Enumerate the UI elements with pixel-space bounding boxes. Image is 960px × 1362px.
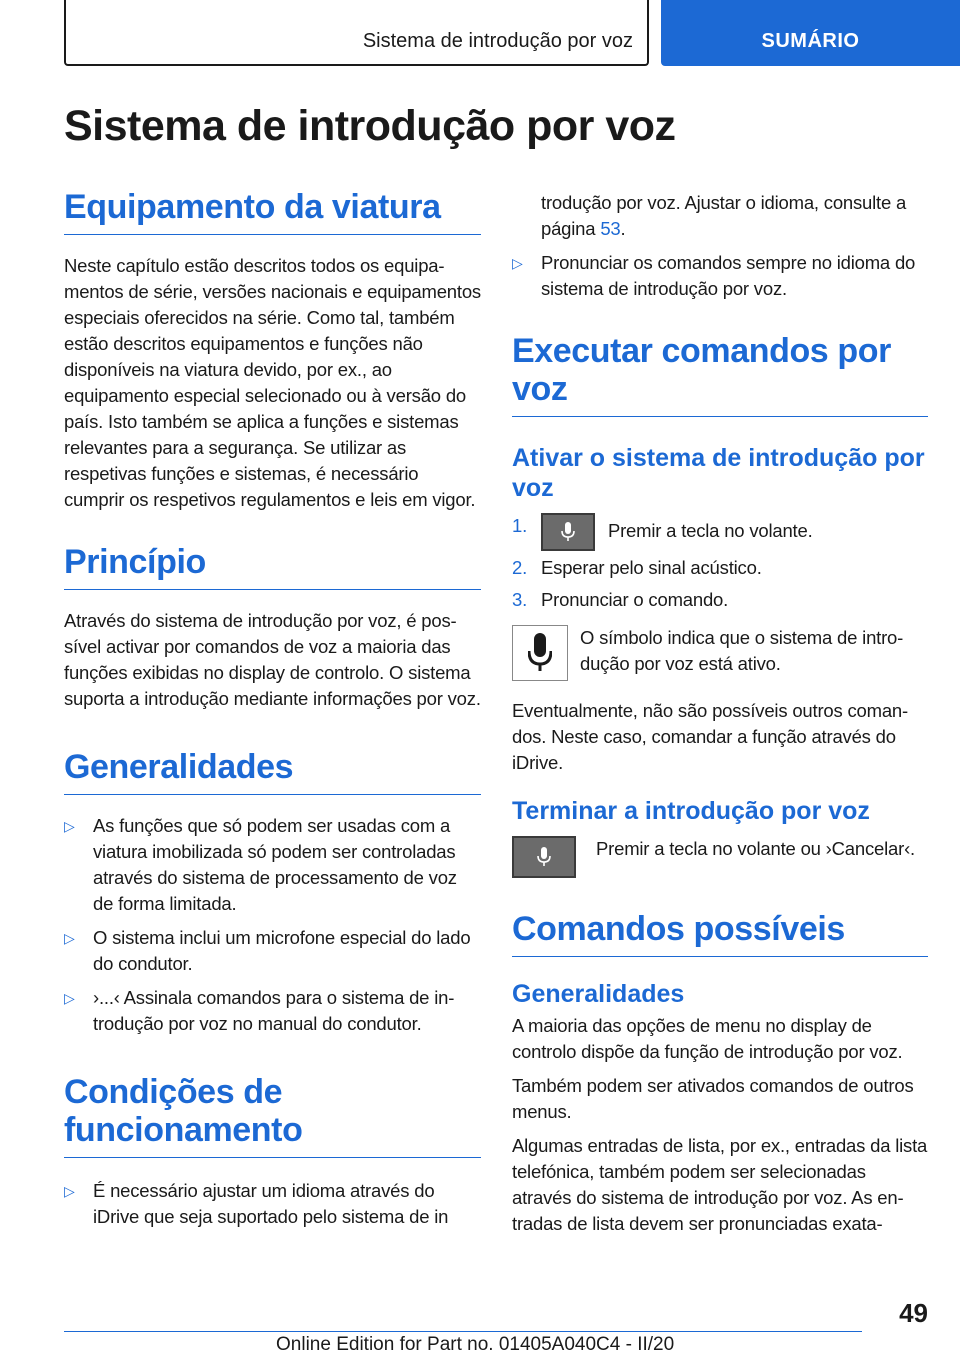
left-column xyxy=(64,188,481,1238)
list-item-text: As funções que só podem ser usadas com a viatura imobilizada só podem ser controladas através do sistema de processamento de voz de forma limitada. xyxy=(93,815,457,914)
step-text: Pronunciar o comando. xyxy=(541,589,729,610)
list-item-text: Pronunciar os comandos sempre no idioma do sistema de introdução por voz. xyxy=(541,252,916,299)
terminar-text: Premir a tecla no volante ou ›Cancelar‹. xyxy=(596,838,915,859)
summary-tab[interactable] xyxy=(661,0,960,66)
list-item-text: ›...‹ Assinala comandos para o sistema de introdução por voz no manual do condutor. xyxy=(93,987,455,1034)
breadcrumb-label: Sistema de introdução por voz xyxy=(362,30,633,52)
continuation-text xyxy=(512,190,928,242)
triangle-right-icon: ▷ xyxy=(64,990,75,1006)
summary-tab-label: SUMÁRIO xyxy=(761,30,860,52)
list-item xyxy=(64,813,481,917)
comandos-paragraph: Algumas entradas de lista, por ex., entradas da lista telefónica, também podem ser selecionadas através do sistema de introdução por voz. As entradas de lista devem ser pronunciadas exata- xyxy=(512,1135,928,1234)
ativar-steps xyxy=(512,513,928,613)
continuation-before: trodução por voz. Ajustar o idioma, consulte a página xyxy=(541,192,907,239)
microphone-key-icon xyxy=(541,513,595,551)
triangle-right-icon: ▷ xyxy=(64,1183,75,1199)
condicoes-list xyxy=(64,1178,481,1230)
symbol-note-text: O símbolo indica que o sistema de introdução por voz está ativo. xyxy=(580,627,904,674)
heading-ativar: Ativar o sistema de introdução por voz xyxy=(512,444,925,502)
footer-edition: Online Edition for Part no. 01405A040C4 - II/20 xyxy=(276,1334,675,1355)
heading-executar: Executar comandos por voz xyxy=(512,332,928,417)
microphone-key-icon xyxy=(512,836,576,878)
heading-comandos: Comandos possíveis xyxy=(512,910,928,957)
heading-principio: Princípio xyxy=(64,543,481,590)
step-number: 3. xyxy=(512,589,528,610)
footer-divider xyxy=(64,1331,862,1332)
step-number: 1. xyxy=(512,515,528,536)
microphone-symbol-icon xyxy=(512,625,568,681)
terminar-row xyxy=(512,836,928,878)
heading-equipamento: Equipamento da viatura xyxy=(64,188,481,235)
heading-condicoes: Condições de funcionamento xyxy=(64,1073,481,1158)
equipamento-text: Neste capítulo estão descritos todos os equipamentos de série, versões nacionais e equipamentos especiais oferecidos na série. Como tal, também estão descritos equipamentos e funções não disponíveis na viatura devido, por ex., ao equipamento especial selecionado ou à versão do país. Isto também se aplica a funções e sistemas relevantes para a segurança. Se utilizar as respetivas funções e sistemas, é necessário cumprir os respetivos regulamentos e leis em vigor. xyxy=(64,255,481,510)
step-item xyxy=(512,513,928,551)
list-item-text: É necessário ajustar um idioma através do iDrive que seja suportado pelo sistema de in xyxy=(93,1180,449,1227)
page-title: Sistema de introdução por voz xyxy=(64,102,676,150)
pronounce-list xyxy=(512,250,928,302)
triangle-right-icon: ▷ xyxy=(64,818,75,834)
comandos-paragraph: Também podem ser ativados comandos de outros menus. xyxy=(512,1075,914,1122)
comandos-paragraph: A maioria das opções de menu no display de controlo dispõe da função de introdução por voz. xyxy=(512,1015,903,1062)
heading-comandos-generalidades: Generalidades xyxy=(512,980,685,1008)
step-item xyxy=(512,587,928,613)
list-item xyxy=(64,1178,481,1230)
step-item xyxy=(512,555,928,581)
list-item xyxy=(64,985,481,1037)
principio-text: Através do sistema de introdução por voz, é possível activar por comandos de voz a maioria das funções exibidas no display de controlo. O sistema suporta a introdução mediante informações por voz. xyxy=(64,610,481,709)
heading-generalidades: Generalidades xyxy=(64,748,481,795)
eventual-text: Eventualmente, não são possíveis outros comandos. Neste caso, comandar a função através do iDrive. xyxy=(512,700,909,773)
heading-terminar: Terminar a introdução por voz xyxy=(512,797,870,825)
symbol-note-row xyxy=(512,625,928,686)
page-number: 49 xyxy=(899,1298,928,1328)
breadcrumb-tab[interactable] xyxy=(64,0,649,66)
triangle-right-icon: ▷ xyxy=(512,255,523,271)
step-number: 2. xyxy=(512,557,528,578)
list-item-text: O sistema inclui um microfone especial do lado do condutor. xyxy=(93,927,471,974)
generalidades-list xyxy=(64,813,481,1037)
continuation-after: . xyxy=(620,218,626,239)
list-item xyxy=(64,925,481,977)
page-link[interactable]: 53 xyxy=(600,218,621,239)
triangle-right-icon: ▷ xyxy=(64,930,75,946)
right-column xyxy=(512,190,928,1245)
step-text: Esperar pelo sinal acústico. xyxy=(541,557,762,578)
step-text: Premir a tecla no volante. xyxy=(607,519,813,541)
list-item xyxy=(512,250,928,302)
